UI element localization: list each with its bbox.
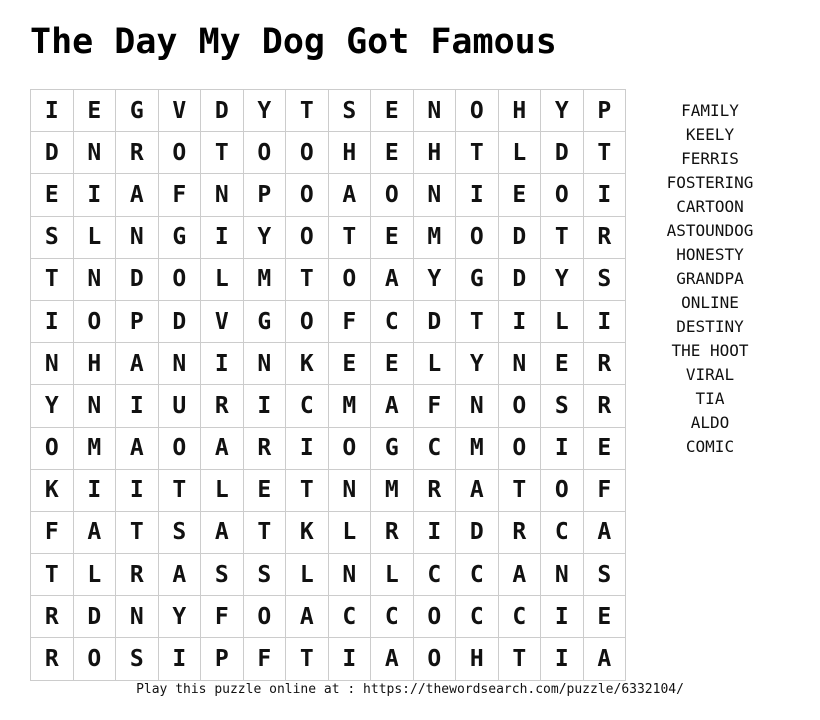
grid-cell-r2c12[interactable]: L (498, 132, 541, 174)
grid-cell-r12c10[interactable]: C (413, 554, 456, 596)
grid-cell-r12c14[interactable]: S (583, 554, 626, 596)
grid-cell-r6c11[interactable]: T (456, 300, 499, 342)
grid-cell-r2c4[interactable]: O (158, 132, 201, 174)
grid-cell-r7c9[interactable]: E (371, 343, 414, 385)
grid-cell-r11c1[interactable]: F (31, 511, 74, 553)
grid-cell-r12c12[interactable]: A (498, 554, 541, 596)
grid-cell-r9c2[interactable]: M (73, 427, 116, 469)
grid-cell-r14c11[interactable]: H (456, 638, 499, 680)
grid-cell-r12c8[interactable]: N (328, 554, 371, 596)
grid-cell-r12c13[interactable]: N (541, 554, 584, 596)
word-item-11: THE HOOT (671, 341, 749, 360)
grid-row-14 (31, 638, 626, 680)
grid-cell-r3c9[interactable]: O (371, 174, 414, 216)
grid-cell-r11c12[interactable]: R (498, 511, 541, 553)
grid-cell-r13c6[interactable]: O (243, 596, 286, 638)
grid-cell-r2c10[interactable]: H (413, 132, 456, 174)
grid-cell-r9c6[interactable]: R (243, 427, 286, 469)
grid-cell-r4c9[interactable]: E (371, 216, 414, 258)
grid-cell-r12c2[interactable]: L (73, 554, 116, 596)
word-item-2: KEELY (685, 125, 735, 144)
grid-row-12 (31, 554, 626, 596)
grid-cell-r3c12[interactable]: E (498, 174, 541, 216)
grid-row-8 (31, 385, 626, 427)
grid-cell-r7c2[interactable]: H (73, 343, 116, 385)
grid-cell-r9c11[interactable]: M (456, 427, 499, 469)
grid-cell-r14c8[interactable]: I (328, 638, 371, 680)
grid-cell-r11c8[interactable]: L (328, 511, 371, 553)
grid-cell-r6c8[interactable]: F (328, 300, 371, 342)
grid-cell-r14c2[interactable]: O (73, 638, 116, 680)
grid-cell-r8c13[interactable]: S (541, 385, 584, 427)
grid-cell-r13c11[interactable]: C (456, 596, 499, 638)
word-item-13: TIA (695, 389, 725, 408)
grid-cell-r4c5[interactable]: I (201, 216, 244, 258)
grid-cell-r10c2[interactable]: I (73, 469, 116, 511)
grid-cell-r3c10[interactable]: N (413, 174, 456, 216)
grid-cell-r8c11[interactable]: N (456, 385, 499, 427)
grid-cell-r8c8[interactable]: M (328, 385, 371, 427)
grid-cell-r6c5[interactable]: V (201, 300, 244, 342)
grid-cell-r9c4[interactable]: O (158, 427, 201, 469)
grid-cell-r7c13[interactable]: E (541, 343, 584, 385)
grid-cell-r10c1[interactable]: K (31, 469, 74, 511)
grid-cell-r7c6[interactable]: N (243, 343, 286, 385)
grid-cell-r7c4[interactable]: N (158, 343, 201, 385)
grid-cell-r5c9[interactable]: A (371, 258, 414, 300)
word-item-6: ASTOUNDOG (666, 221, 754, 240)
grid-cell-r5c8[interactable]: O (328, 258, 371, 300)
grid-cell-r10c4[interactable]: T (158, 469, 201, 511)
grid-cell-r8c14[interactable]: R (583, 385, 626, 427)
grid-cell-r5c14[interactable]: S (583, 258, 626, 300)
grid-cell-r13c12[interactable]: C (498, 596, 541, 638)
grid-cell-r4c7[interactable]: O (286, 216, 329, 258)
grid-cell-r10c14[interactable]: F (583, 469, 626, 511)
grid-cell-r12c4[interactable]: A (158, 554, 201, 596)
grid-cell-r7c8[interactable]: E (328, 343, 371, 385)
grid-cell-r8c10[interactable]: F (413, 385, 456, 427)
grid-cell-r14c5[interactable]: P (201, 638, 244, 680)
grid-cell-r10c9[interactable]: M (371, 469, 414, 511)
grid-row-9 (31, 427, 626, 469)
grid-cell-r8c9[interactable]: A (371, 385, 414, 427)
grid-cell-r14c12[interactable]: T (498, 638, 541, 680)
grid-cell-r6c4[interactable]: D (158, 300, 201, 342)
grid-row-7 (31, 343, 626, 385)
grid-cell-r5c13[interactable]: Y (541, 258, 584, 300)
grid-cell-r11c7[interactable]: K (286, 511, 329, 553)
grid-cell-r4c12[interactable]: D (498, 216, 541, 258)
grid-cell-r13c1[interactable]: R (31, 596, 74, 638)
grid-cell-r2c3[interactable]: R (116, 132, 159, 174)
grid-cell-r3c6[interactable]: P (243, 174, 286, 216)
grid-cell-r4c10[interactable]: M (413, 216, 456, 258)
grid-cell-r14c7[interactable]: T (286, 638, 329, 680)
grid-cell-r6c9[interactable]: C (371, 300, 414, 342)
grid-cell-r12c7[interactable]: L (286, 554, 329, 596)
grid-cell-r3c7[interactable]: O (286, 174, 329, 216)
grid-cell-r8c4[interactable]: U (158, 385, 201, 427)
puzzle-title: The Day My Dog Got Famous (30, 22, 557, 62)
grid-cell-r2c8[interactable]: H (328, 132, 371, 174)
grid-cell-r3c5[interactable]: N (201, 174, 244, 216)
grid-cell-r5c10[interactable]: Y (413, 258, 456, 300)
grid-cell-r14c9[interactable]: A (371, 638, 414, 680)
grid-cell-r2c13[interactable]: D (541, 132, 584, 174)
word-item-14: ALDO (690, 413, 730, 432)
grid-cell-r13c10[interactable]: O (413, 596, 456, 638)
grid-cell-r11c2[interactable]: A (73, 511, 116, 553)
grid-cell-r12c9[interactable]: L (371, 554, 414, 596)
grid-cell-r7c10[interactable]: L (413, 343, 456, 385)
grid-cell-r6c14[interactable]: I (583, 300, 626, 342)
grid-cell-r9c12[interactable]: O (498, 427, 541, 469)
word-item-5: CARTOON (676, 197, 744, 216)
grid-cell-r1c11[interactable]: O (456, 90, 499, 132)
grid-cell-r3c13[interactable]: O (541, 174, 584, 216)
letter-grid (30, 89, 626, 681)
grid-cell-r1c2[interactable]: E (73, 90, 116, 132)
grid-cell-r5c5[interactable]: L (201, 258, 244, 300)
grid-cell-r11c13[interactable]: C (541, 511, 584, 553)
word-item-10: DESTINY (676, 317, 744, 336)
grid-cell-r6c6[interactable]: G (243, 300, 286, 342)
grid-cell-r11c3[interactable]: T (116, 511, 159, 553)
letter-grid-body (31, 90, 626, 681)
grid-cell-r1c5[interactable]: D (201, 90, 244, 132)
grid-cell-r4c11[interactable]: O (456, 216, 499, 258)
word-item-4: FOSTERING (666, 173, 754, 192)
grid-cell-r7c1[interactable]: N (31, 343, 74, 385)
grid-cell-r12c11[interactable]: C (456, 554, 499, 596)
grid-cell-r9c10[interactable]: C (413, 427, 456, 469)
word-list (615, 99, 805, 459)
grid-cell-r8c3[interactable]: I (116, 385, 159, 427)
grid-cell-r9c14[interactable]: E (583, 427, 626, 469)
grid-cell-r13c9[interactable]: C (371, 596, 414, 638)
word-item-15: COMIC (685, 437, 735, 456)
grid-cell-r3c4[interactable]: F (158, 174, 201, 216)
word-item-8: GRANDPA (676, 269, 744, 288)
grid-cell-r1c8[interactable]: S (328, 90, 371, 132)
grid-cell-r14c13[interactable]: I (541, 638, 584, 680)
grid-cell-r13c2[interactable]: D (73, 596, 116, 638)
grid-cell-r3c2[interactable]: I (73, 174, 116, 216)
grid-cell-r6c2[interactable]: O (73, 300, 116, 342)
grid-cell-r6c7[interactable]: O (286, 300, 329, 342)
footer-note: Play this puzzle online at : https://thewordsearch.com/puzzle/6332104/ (136, 682, 684, 697)
grid-cell-r3c1[interactable]: E (31, 174, 74, 216)
grid-cell-r3c3[interactable]: A (116, 174, 159, 216)
grid-row-13 (31, 596, 626, 638)
grid-cell-r3c8[interactable]: A (328, 174, 371, 216)
grid-cell-r1c4[interactable]: V (158, 90, 201, 132)
grid-cell-r7c12[interactable]: N (498, 343, 541, 385)
grid-cell-r8c6[interactable]: I (243, 385, 286, 427)
grid-row-3 (31, 174, 626, 216)
grid-cell-r4c4[interactable]: G (158, 216, 201, 258)
grid-cell-r10c11[interactable]: A (456, 469, 499, 511)
grid-cell-r5c12[interactable]: D (498, 258, 541, 300)
grid-row-10 (31, 469, 626, 511)
grid-cell-r10c5[interactable]: L (201, 469, 244, 511)
grid-cell-r6c13[interactable]: L (541, 300, 584, 342)
grid-cell-r13c13[interactable]: I (541, 596, 584, 638)
grid-cell-r10c3[interactable]: I (116, 469, 159, 511)
grid-cell-r3c14[interactable]: I (583, 174, 626, 216)
grid-cell-r13c7[interactable]: A (286, 596, 329, 638)
grid-row-1 (31, 90, 626, 132)
word-item-12: VIRAL (685, 365, 735, 384)
grid-cell-r11c9[interactable]: R (371, 511, 414, 553)
grid-cell-r5c6[interactable]: M (243, 258, 286, 300)
grid-row-5 (31, 258, 626, 300)
grid-cell-r4c13[interactable]: T (541, 216, 584, 258)
grid-cell-r4c14[interactable]: R (583, 216, 626, 258)
grid-row-11 (31, 511, 626, 553)
grid-cell-r7c14[interactable]: R (583, 343, 626, 385)
grid-cell-r10c13[interactable]: O (541, 469, 584, 511)
grid-cell-r1c13[interactable]: Y (541, 90, 584, 132)
grid-cell-r4c6[interactable]: Y (243, 216, 286, 258)
grid-cell-r13c14[interactable]: E (583, 596, 626, 638)
grid-cell-r2c9[interactable]: E (371, 132, 414, 174)
grid-cell-r14c3[interactable]: S (116, 638, 159, 680)
word-item-3: FERRIS (681, 149, 739, 168)
grid-cell-r5c1[interactable]: T (31, 258, 74, 300)
word-item-9: ONLINE (681, 293, 739, 312)
grid-cell-r9c13[interactable]: I (541, 427, 584, 469)
grid-cell-r1c9[interactable]: E (371, 90, 414, 132)
grid-cell-r14c1[interactable]: R (31, 638, 74, 680)
grid-cell-r10c7[interactable]: T (286, 469, 329, 511)
grid-cell-r13c3[interactable]: N (116, 596, 159, 638)
grid-cell-r10c12[interactable]: T (498, 469, 541, 511)
grid-cell-r1c12[interactable]: H (498, 90, 541, 132)
grid-cell-r14c4[interactable]: I (158, 638, 201, 680)
grid-cell-r12c6[interactable]: S (243, 554, 286, 596)
grid-cell-r14c10[interactable]: O (413, 638, 456, 680)
grid-cell-r7c3[interactable]: A (116, 343, 159, 385)
grid-cell-r4c8[interactable]: T (328, 216, 371, 258)
grid-cell-r4c3[interactable]: N (116, 216, 159, 258)
grid-cell-r12c3[interactable]: R (116, 554, 159, 596)
grid-cell-r2c11[interactable]: T (456, 132, 499, 174)
grid-cell-r5c11[interactable]: G (456, 258, 499, 300)
grid-cell-r10c6[interactable]: E (243, 469, 286, 511)
grid-cell-r11c10[interactable]: I (413, 511, 456, 553)
grid-cell-r8c1[interactable]: Y (31, 385, 74, 427)
grid-cell-r6c12[interactable]: I (498, 300, 541, 342)
grid-cell-r13c5[interactable]: F (201, 596, 244, 638)
grid-cell-r4c2[interactable]: L (73, 216, 116, 258)
grid-cell-r3c11[interactable]: I (456, 174, 499, 216)
grid-cell-r5c2[interactable]: N (73, 258, 116, 300)
grid-cell-r7c5[interactable]: I (201, 343, 244, 385)
grid-cell-r4c1[interactable]: S (31, 216, 74, 258)
grid-cell-r9c1[interactable]: O (31, 427, 74, 469)
grid-cell-r2c5[interactable]: T (201, 132, 244, 174)
grid-cell-r12c5[interactable]: S (201, 554, 244, 596)
grid-cell-r11c5[interactable]: A (201, 511, 244, 553)
grid-cell-r10c8[interactable]: N (328, 469, 371, 511)
grid-row-6 (31, 300, 626, 342)
grid-cell-r9c5[interactable]: A (201, 427, 244, 469)
grid-cell-r6c3[interactable]: P (116, 300, 159, 342)
grid-cell-r13c8[interactable]: C (328, 596, 371, 638)
grid-cell-r2c2[interactable]: N (73, 132, 116, 174)
grid-cell-r2c6[interactable]: O (243, 132, 286, 174)
grid-cell-r2c1[interactable]: D (31, 132, 74, 174)
word-item-7: HONESTY (676, 245, 744, 264)
grid-cell-r1c14[interactable]: P (583, 90, 626, 132)
grid-cell-r1c7[interactable]: T (286, 90, 329, 132)
grid-cell-r6c1[interactable]: I (31, 300, 74, 342)
grid-cell-r9c9[interactable]: G (371, 427, 414, 469)
grid-cell-r2c14[interactable]: T (583, 132, 626, 174)
grid-cell-r5c4[interactable]: O (158, 258, 201, 300)
grid-row-2 (31, 132, 626, 174)
grid-cell-r9c7[interactable]: I (286, 427, 329, 469)
grid-cell-r1c6[interactable]: Y (243, 90, 286, 132)
grid-cell-r13c4[interactable]: Y (158, 596, 201, 638)
grid-cell-r8c5[interactable]: R (201, 385, 244, 427)
grid-cell-r10c10[interactable]: R (413, 469, 456, 511)
grid-cell-r11c11[interactable]: D (456, 511, 499, 553)
grid-cell-r9c8[interactable]: O (328, 427, 371, 469)
grid-cell-r5c3[interactable]: D (116, 258, 159, 300)
grid-cell-r14c14[interactable]: A (583, 638, 626, 680)
grid-cell-r8c2[interactable]: N (73, 385, 116, 427)
grid-cell-r14c6[interactable]: F (243, 638, 286, 680)
grid-cell-r1c1[interactable]: I (31, 90, 74, 132)
grid-cell-r1c10[interactable]: N (413, 90, 456, 132)
grid-cell-r2c7[interactable]: O (286, 132, 329, 174)
grid-cell-r6c10[interactable]: D (413, 300, 456, 342)
grid-cell-r12c1[interactable]: T (31, 554, 74, 596)
grid-cell-r9c3[interactable]: A (116, 427, 159, 469)
grid-cell-r7c7[interactable]: K (286, 343, 329, 385)
grid-cell-r11c4[interactable]: S (158, 511, 201, 553)
grid-cell-r5c7[interactable]: T (286, 258, 329, 300)
grid-cell-r11c14[interactable]: A (583, 511, 626, 553)
grid-cell-r1c3[interactable]: G (116, 90, 159, 132)
word-item-1: FAMILY (681, 101, 739, 120)
grid-row-4 (31, 216, 626, 258)
grid-cell-r8c7[interactable]: C (286, 385, 329, 427)
grid-cell-r7c11[interactable]: Y (456, 343, 499, 385)
grid-cell-r11c6[interactable]: T (243, 511, 286, 553)
grid-cell-r8c12[interactable]: O (498, 385, 541, 427)
